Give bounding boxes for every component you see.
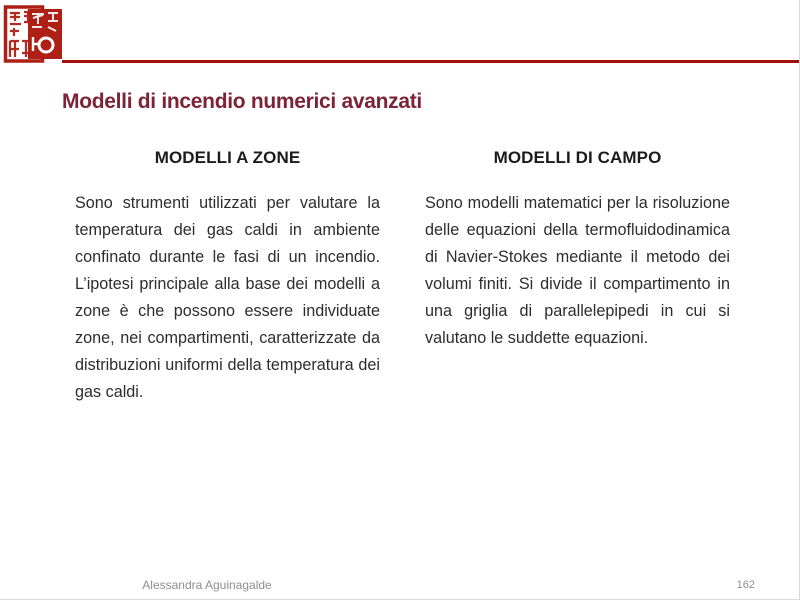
footer-author-name: Alessandra Aguinagalde (142, 578, 272, 592)
content-columns (75, 148, 730, 406)
column-body-text: Sono modelli matematici per la risoluzione delle equazioni della termofluidodinamica di Navier-Stokes mediante il metodo dei volumi finiti. Si divide il compartimento in una griglia di parallelepipedi in cui si valutano le suddette equazioni. (425, 194, 730, 347)
column-modelli-a-zone (75, 148, 380, 406)
column-modelli-di-campo (425, 148, 730, 406)
slide-title: Modelli di incendio numerici avanzati (62, 90, 422, 114)
column-heading: MODELLI A ZONE (154, 148, 301, 167)
footer-page-number: 162 (736, 579, 755, 591)
column-heading: MODELLI DI CAMPO (493, 148, 662, 167)
chinese-seal-stamp-icon (2, 3, 64, 63)
header-divider-line (62, 60, 799, 63)
column-body-text: Sono strumenti utilizzati per valutare la temperatura dei gas caldi in ambiente confinato durante le fasi di un incendio. L’ipotesi principale alla base dei modelli a zone è che possono essere individuate zone, nei compartimenti, caratterizzate da distribuzioni uniformi della temperatura dei gas caldi. (75, 194, 380, 401)
